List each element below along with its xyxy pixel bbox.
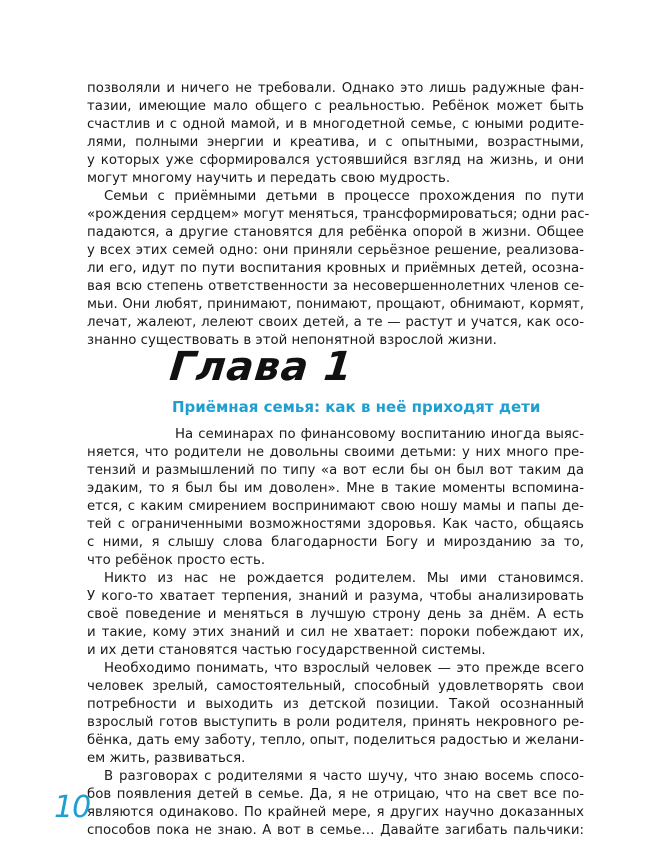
text-line: вая всю степень ответственности за несовершеннолетних членов се-	[87, 279, 584, 294]
page-number: 10	[54, 790, 91, 825]
text-line: тензий и размышлений по типу «а вот если бы он был вот таким да	[87, 463, 584, 478]
text-line: ется, с каким смирением воспринимают свою ношу мамы и папы де-	[87, 499, 584, 514]
text-line: Необходимо понимать, что взрослый человек — это прежде всего	[104, 661, 584, 676]
text-line: лечат, жалеют, лелеют своих детей, а те — растут и учатся, как осо-	[87, 315, 584, 330]
text-line: что ребёнок просто есть.	[87, 553, 266, 568]
text-line: позволяли и ничего не требовали. Однако это лишь радужные фан-	[87, 81, 584, 96]
text-line: человек зрелый, самостоятельный, способный удовлетворять свои	[87, 679, 584, 694]
text-line: способов пока не знаю. А вот в семье… Давайте загибать пальчики:	[87, 823, 584, 838]
text-line: бёнка, дать ему заботу, тепло, опыт, поделиться радостью и желани-	[87, 733, 584, 748]
text-line: «рождения сердцем» могут меняться, трансформироваться; одни рас-	[87, 207, 590, 222]
text-line: ем жить, развиваться.	[87, 751, 246, 766]
text-line: счастлив и с одной мамой, и в многодетной семье, с юными родите-	[87, 117, 584, 132]
text-line: потребности и выходить из детской позиции. Такой осознанный	[87, 697, 584, 712]
text-line: у которых уже сформировался устоявшийся взгляд на жизнь, и они	[87, 153, 584, 168]
text-line: у всех этих семей одно: они приняли серьёзное решение, реализова-	[87, 243, 584, 258]
text-line: В разговорах с родителями я часто шучу, что знаю восемь спосо-	[104, 769, 584, 784]
text-line: мьи. Они любят, принимают, понимают, прощают, обнимают, кормят,	[87, 297, 584, 312]
text-line: ли его, идут по пути воспитания кровных и приёмных детей, осозна-	[87, 261, 584, 276]
text-line: Никто из нас не рождается родителем. Мы ими становимся.	[104, 571, 584, 586]
text-line: тей с ограниченными возможностями здоровья. Как часто, общаясь	[87, 517, 584, 532]
text-line: лями, полными энергии и креатива, и с опытными, возрастными,	[87, 135, 584, 150]
text-line: няется, что родители не довольны своими детьми: у них много пре-	[87, 445, 584, 460]
text-line: могут многому научить и передать свою мудрость.	[87, 171, 451, 186]
text-line: На семинарах по финансовому воспитанию иногда выяс-	[175, 427, 584, 442]
chapter-subtitle: Приёмная семья: как в неё приходят дети	[172, 398, 541, 416]
text-line: и их дети становятся частью государственной системы.	[87, 643, 486, 658]
text-line: взрослый готов выступить в роли родителя, принять некровного ре-	[87, 715, 584, 730]
text-line: являются одинаково. По крайней мере, я других научно доказанных	[87, 805, 584, 820]
text-line: падаются, а другие становятся для ребёнка опорой в жизни. Общее	[87, 225, 584, 240]
text-line: бов появления детей в семье. Да, я не отрицаю, что на свет все по-	[87, 787, 584, 802]
text-line: и такие, кому этих знаний и сил не хватает: пороки побеждают их,	[87, 625, 584, 640]
text-line: своё поведение и меняться в лучшую строну день за днём. А есть	[87, 607, 584, 622]
text-line: с ними, я слышу слова благодарности Богу и мирозданию за то,	[87, 535, 584, 550]
text-line: тазии, имеющие мало общего с реальностью. Ребёнок может быть	[87, 99, 584, 114]
text-line: Семьи с приёмными детьми в процессе прохождения по пути	[104, 189, 584, 204]
text-line: знанно существовать в этой непонятной взрослой жизни.	[87, 333, 497, 348]
text-line: У кого-то хватает терпения, знаний и разума, чтобы анализировать	[87, 589, 584, 604]
chapter-title: Глава 1	[167, 344, 356, 390]
text-line: эдаким, то я был бы им доволен». Мне в такие моменты вспомина-	[87, 481, 584, 496]
